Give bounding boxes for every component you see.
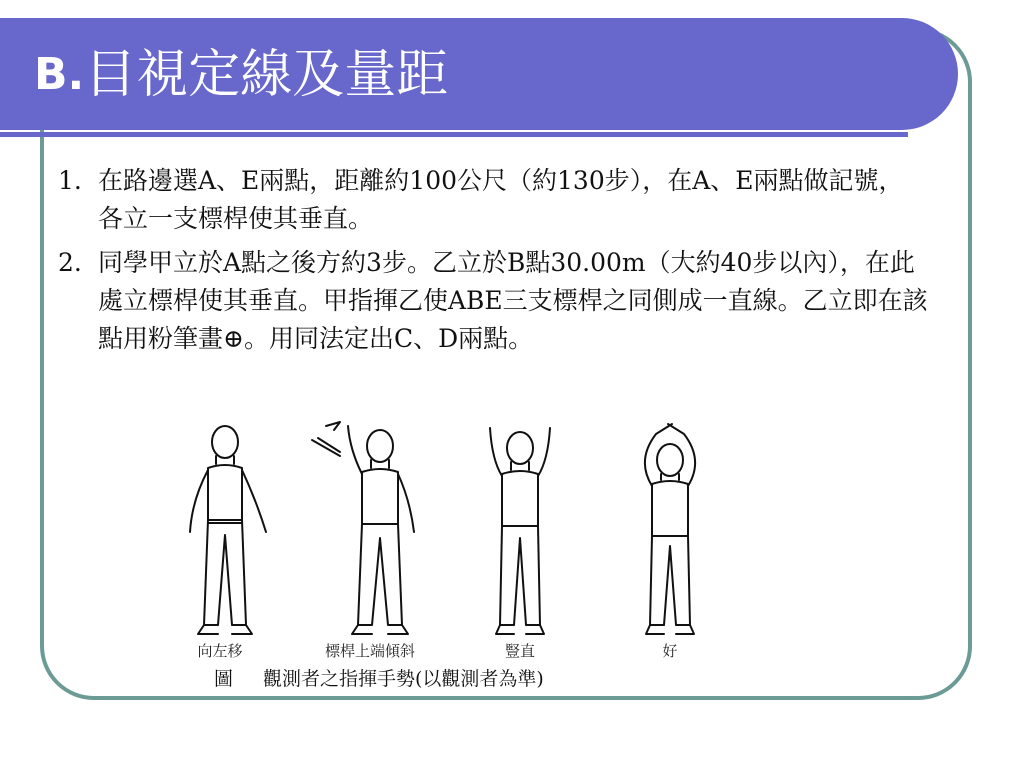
person-move-left-icon [170,420,290,650]
title-text: 目視定線及量距 [84,45,449,105]
figure-main-caption [214,664,544,691]
figure-caption-1: 向左移 [197,642,243,660]
person-vertical-icon [460,420,580,650]
figure-caption-text: 觀測者之指揮手勢(以觀測者為準) [263,668,544,690]
person-ok-icon [610,420,730,650]
instruction-number: 1. [58,166,82,195]
instruction-text: 同學甲立於A點之後方約3步。乙立於B點30.00m（大約40步以內），在此處立標桿使其垂直。甲指揮乙使ABE三支標桿之同側成一直線。乙立即在該點用粉筆畫⊕。用同法定出C、D兩點。 [98,248,928,353]
instruction-number: 2. [58,248,82,277]
person-pole-tilt-icon [310,420,430,650]
page-title [34,30,448,120]
figure-caption-4: 好 [662,642,678,660]
figure-label: 圖 [214,668,234,690]
instruction-1 [58,162,928,238]
figure-caption-2: 標桿上端傾斜 [324,642,415,660]
instruction-text: 在路邊選A、E兩點，距離約100公尺（約130步），在A、E兩點做記號，各立一支標桿使其垂直。 [98,166,904,233]
title-underline [0,132,908,137]
gesture-figures [170,420,750,670]
title-prefix: B. [34,49,85,100]
instruction-2 [58,244,928,358]
figure-caption-3: 豎直 [504,642,535,660]
instructions [58,162,928,364]
